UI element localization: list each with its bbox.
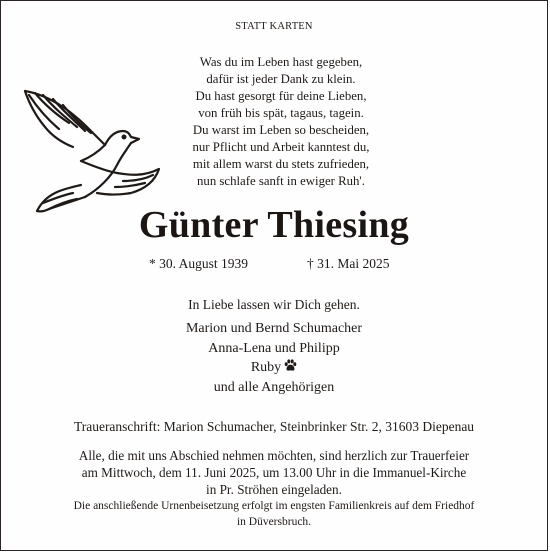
- invitation-line: am Mittwoch, dem 11. Juni 2025, um 13.00 Uhr in die Immanuel-Kirche: [81, 465, 467, 480]
- mourning-address: Traueranschrift: Marion Schumacher, Steinbrinker Str. 2, 31603 Diepenau: [73, 419, 475, 434]
- poem-line: dafür ist jeder Dank zu klein.: [206, 72, 356, 86]
- notice-header: STATT KARTEN: [235, 21, 313, 32]
- urn-note-line: in Düversbruch.: [236, 515, 312, 528]
- urn-note-line: Die anschließende Urnenbeisetzung erfolgt im engsten Familienkreis auf dem Friedhof: [73, 500, 475, 512]
- poem-line: Was du im Leben hast gegeben,: [199, 55, 363, 69]
- deceased-name: Günter Thiesing: [138, 204, 410, 246]
- poem-line: mit allem warst du stets zufrieden,: [192, 157, 370, 171]
- family-line: Anna-Lena und Philipp: [208, 340, 340, 356]
- family-list: [1, 319, 547, 397]
- family-line: und alle Angehörigen: [213, 379, 335, 395]
- poem-line: Du hast gesorgt für deine Lieben,: [195, 89, 367, 103]
- urn-burial-note: [1, 499, 547, 530]
- poem-line: von früh bis spät, tagaus, tagein.: [198, 106, 364, 120]
- poem-line: nun schlafe sanft in ewiger Ruh'.: [197, 174, 365, 188]
- invitation-line: Alle, die mit uns Abschied nehmen möchten, sind herzlich zur Trauerfeier: [78, 448, 470, 463]
- invitation-line: in Pr. Ströhen eingeladen.: [206, 482, 342, 497]
- birth-date: * 30. August 1939: [149, 256, 249, 271]
- paw-icon: [284, 359, 297, 372]
- poem: [151, 54, 411, 190]
- death-date: † 31. Mai 2025: [307, 256, 390, 271]
- dove-icon: [19, 85, 167, 217]
- intro-line: In Liebe lassen wir Dich gehen.: [188, 297, 360, 312]
- poem-line: nur Pflicht und Arbeit kanntest du,: [192, 140, 370, 154]
- family-line: [1, 358, 547, 378]
- funeral-invitation: [1, 447, 547, 498]
- family-line: Marion und Bernd Schumacher: [185, 321, 363, 336]
- poem-line: Du warst im Leben so bescheiden,: [192, 123, 370, 137]
- family-pet-name: Ruby: [250, 360, 282, 375]
